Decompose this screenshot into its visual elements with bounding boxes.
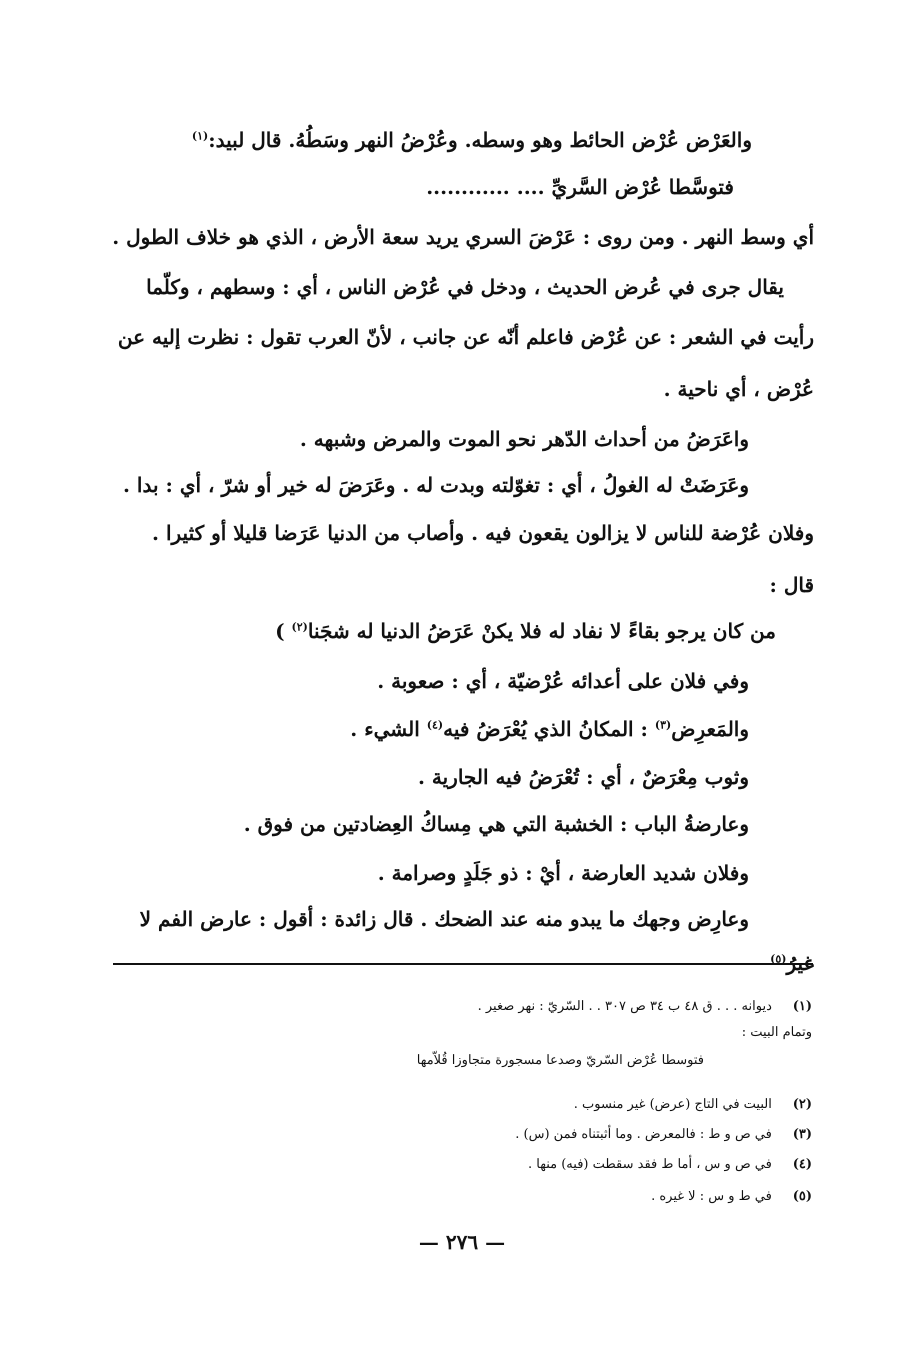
footnote-number: (٥)	[792, 1189, 812, 1204]
footnote-text: في ص و س ، أما ط فقد سقطت (فيه) منها .	[528, 1157, 772, 1172]
footnote-verse	[204, 1050, 704, 1072]
footnote-text: ديوانه . . . ق ٤٨ ب ٣٤ ص ٣٠٧ . . السّريّ : نهر صغير .	[477, 999, 772, 1014]
body-line	[132, 123, 752, 157]
line-text: وفلان عُرْضة للناس لا يزالون يقعون فيه . وأصاب من الدنيا عَرَضا قليلا أو كثيرا .	[152, 521, 814, 545]
footnote	[112, 1022, 812, 1044]
footnote-text: وتمام البيت :	[741, 1025, 812, 1040]
line-text: قال :	[769, 573, 814, 597]
body-line	[104, 320, 814, 354]
footnote-number: (٣)	[792, 1127, 812, 1142]
footnote-number: (٤)	[792, 1157, 812, 1172]
footnote-marker: (٥)	[770, 952, 787, 966]
line-text: الشيء .	[350, 717, 427, 741]
line-text: أي وسط النهر . ومن روى : عَرْضَ السري يريد سعة الأرض ، الذي هو خلاف الطول .	[112, 225, 814, 249]
footnote-number: (١)	[792, 999, 812, 1014]
line-text: يقال جرى في عُرض الحديث ، ودخل في عُرْض الناس ، أي : وسطهم ، وكلّما	[146, 275, 784, 299]
line-text: رأيت في الشعر : عن عُرْض فاعلم أنّه عن جانب ، لأنّ العرب تقول : نظرت إليه عن	[117, 325, 814, 349]
footnote-text: فتوسطا عُرْض السّريّ وصدعا مسجورة متجاوزا قُلاّمها	[416, 1053, 704, 1068]
line-text: غيرُ	[786, 951, 814, 975]
body-line	[129, 712, 749, 746]
footnote	[112, 1154, 812, 1176]
body-line	[119, 468, 749, 502]
footnote-text: في ص و ط : فالمعرض . وما أثبتناه فمن (س) .	[515, 1127, 772, 1142]
footnote	[112, 1094, 812, 1116]
verse-line: من كان يرجو بقاءً لا نفاد له فلا يكنْ عَرَضُ الدنيا له شجَنا$^{(٢)}$ )	[275, 619, 776, 643]
line-text: وعَرَضَتْ له الغولُ ، أي : تغوّلته وبدت له . وعَرَضَ له خير أو شرّ ، أي : بدا .	[123, 473, 749, 497]
footnote	[112, 996, 812, 1018]
footnote-marker: (١)	[191, 129, 209, 143]
footnote-marker: (٢)	[291, 620, 308, 634]
body-line	[194, 170, 734, 204]
line-text: : المكانُ الذي يُعْرَضُ فيه	[443, 717, 655, 741]
line-text: عُرْض ، أي ناحية .	[663, 377, 814, 401]
line-text: والعَرْض عُرْض الحائط وهو وسطه. وعُرْضُ النهر وسَطُهُ. قال لبيد:	[208, 128, 752, 152]
body-line	[109, 902, 749, 936]
body-line	[104, 568, 814, 602]
page-number: — ٢٧٦ —	[418, 1230, 506, 1254]
footnote-text: في ط و س : لا غيره .	[651, 1189, 772, 1204]
footnote	[112, 1124, 812, 1146]
body-line	[104, 516, 814, 550]
line-text: وفي فلان على أعدائه عُرْضيّة ، أي : صعوبة .	[377, 669, 749, 693]
footnote-separator	[113, 963, 813, 965]
footnote-number: (٢)	[792, 1097, 812, 1112]
line-text: واعَرَضُ من أحداث الدّهر نحو الموت والمرض وشبهه .	[299, 427, 749, 451]
body-line	[129, 760, 749, 794]
line-text: فتوسَّطا عُرْض السَّريِّ .... ............	[426, 175, 734, 199]
body-line	[129, 856, 749, 890]
line-text: وعارِض وجهك ما يبدو منه عند الضحك . قال زائدة : أقول : عارض الفم لا	[139, 907, 749, 931]
line-text: والمَعرِض	[671, 717, 749, 741]
body-line	[129, 807, 749, 841]
body-line	[129, 664, 749, 698]
line-text: وثوب مِعْرَضٌ ، أي : تُعْرَضُ فيه الجارية .	[417, 765, 749, 789]
footnote-text: البيت في التاج (عرض) غير منسوب .	[573, 1097, 772, 1112]
body-line	[104, 372, 814, 406]
footnote	[112, 1186, 812, 1208]
line-text: من كان يرجو بقاءً لا نفاد له فلا يكنْ عَرَضُ الدنيا له شجَنا	[307, 619, 776, 643]
line-text: وعارضةُ الباب : الخشبة التي هي مِساكُ العِضادتين من فوق .	[243, 812, 749, 836]
body-line	[129, 422, 749, 456]
footnote-marker: (٤)	[426, 718, 444, 732]
footnote-marker: (٣)	[654, 718, 672, 732]
body-line	[104, 270, 784, 304]
line-text: وفلان شديد العارضة ، أيْ : ذو جَلَدٍ وصرامة .	[377, 861, 749, 885]
body-line	[104, 220, 814, 254]
